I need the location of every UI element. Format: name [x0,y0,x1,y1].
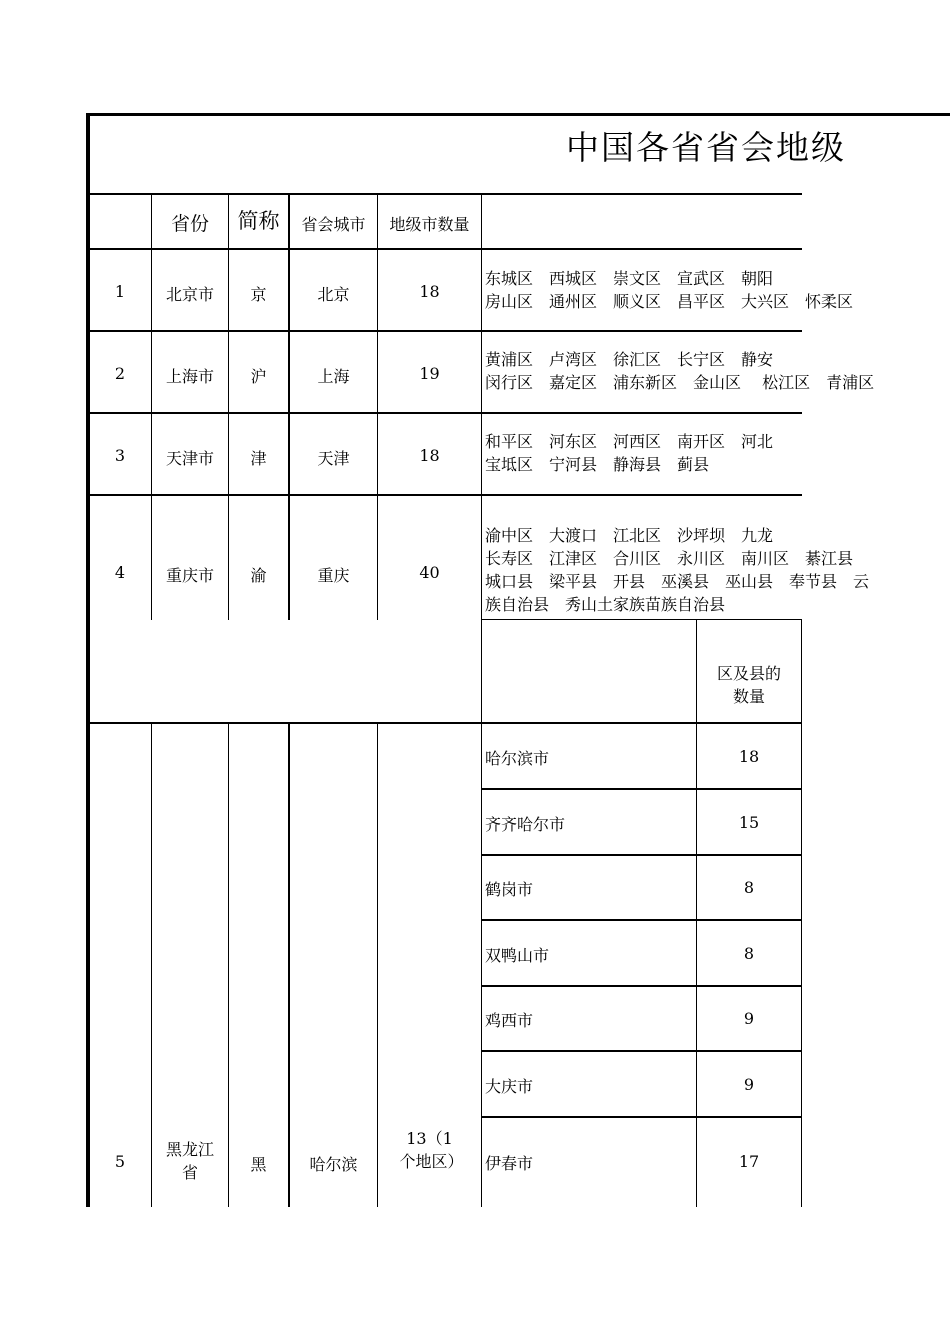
city-district-count: 8 [743,944,755,963]
capital-city: 重庆 [317,566,350,585]
hline [481,1116,802,1118]
subheader-district-count [697,662,801,708]
district-list [485,348,950,398]
hline [88,193,802,195]
row-number: 3 [114,446,126,465]
vline [151,195,152,620]
province-name: 重庆市 [165,566,214,585]
district-line: 渝中区 大渡口 江北区 沙坪坝 九龙 [485,526,774,545]
city-district-count: 18 [738,747,760,766]
city-count: 18 [419,446,440,465]
vline [481,195,482,1207]
province-abbr: 京 [250,285,267,304]
province-abbr: 黑 [250,1155,267,1174]
hline [481,788,802,790]
district-line: 城口县 梁平县 开县 巫溪县 巫山县 奉节县 云 [485,572,870,591]
border-top [86,113,950,116]
city-district-count: 8 [743,878,755,897]
district-line: 和平区 河东区 河西区 南开区 河北 [485,432,774,451]
hline [88,412,802,414]
province-name [152,1138,228,1184]
page-title: 中国各省省会地级 [566,128,846,167]
city-count [378,1127,481,1173]
vline [377,195,378,620]
capital-city: 北京 [317,285,350,304]
capital-city: 天津 [317,449,350,468]
vline [288,195,290,620]
city-count-text: 13（1个地区） [399,1129,464,1171]
city-name: 伊春市 [485,1154,534,1173]
city-name: 鸡西市 [485,1011,534,1030]
city-count: 18 [419,282,440,301]
district-list [485,430,950,480]
hline [481,919,802,921]
vline [801,620,802,1207]
vline [151,724,152,1207]
vline [228,195,229,620]
hline [88,248,802,250]
border-left [86,113,90,1207]
hline [481,1050,802,1052]
vline [228,724,229,1207]
hline [481,619,802,620]
vline [377,724,378,1207]
district-line: 宝坻区 宁河县 静海县 蓟县 [485,455,710,474]
header-abbr: 简称 [237,209,280,233]
province-abbr: 渝 [250,566,267,585]
header-province: 省份 [170,213,209,235]
hline [88,722,802,724]
city-district-count: 15 [738,813,760,832]
city-name: 大庆市 [485,1077,534,1096]
header-count: 地级市数量 [389,215,470,234]
province-abbr: 沪 [250,367,267,386]
province-name-text: 黑龙江省 [165,1140,214,1182]
row-number: 1 [114,282,126,301]
city-name: 齐齐哈尔市 [485,815,566,834]
row-number: 2 [114,364,126,383]
district-line: 房山区 通州区 顺义区 昌平区 大兴区 怀柔区 [485,292,854,311]
capital-city: 哈尔滨 [309,1155,358,1174]
row-number: 4 [114,563,126,582]
province-abbr: 津 [250,449,267,468]
province-name: 上海市 [165,367,214,386]
vline [288,724,290,1207]
city-count: 19 [419,364,440,383]
header-capital: 省会城市 [301,215,366,234]
city-name: 哈尔滨市 [485,749,550,768]
district-list [485,267,950,317]
hline [88,494,802,496]
city-district-count: 9 [743,1075,755,1094]
hline [481,985,802,987]
district-line: 闵行区 嘉定区 浦东新区 金山区 松江区 青浦区 [485,373,875,392]
row-number: 5 [114,1152,126,1171]
city-district-count: 9 [743,1009,755,1028]
capital-city: 上海 [317,367,350,386]
district-line: 族自治县 秀山土家族苗族自治县 [485,595,726,614]
province-name: 北京市 [165,285,214,304]
district-line: 黄浦区 卢湾区 徐汇区 长宁区 静安 [485,350,774,369]
city-name: 双鸭山市 [485,946,550,965]
vline [696,620,697,1207]
district-line: 长寿区 江津区 合川区 永川区 南川区 綦江县 [485,549,870,568]
city-district-count: 17 [738,1152,760,1171]
district-list [485,524,950,620]
subheader-count-label: 区及县的数量 [716,664,781,706]
province-name: 天津市 [165,449,214,468]
city-name: 鹤岗市 [485,880,534,899]
hline [88,330,802,332]
hline [481,854,802,856]
district-line: 东城区 西城区 崇文区 宣武区 朝阳 [485,269,774,288]
city-count: 40 [419,563,440,582]
